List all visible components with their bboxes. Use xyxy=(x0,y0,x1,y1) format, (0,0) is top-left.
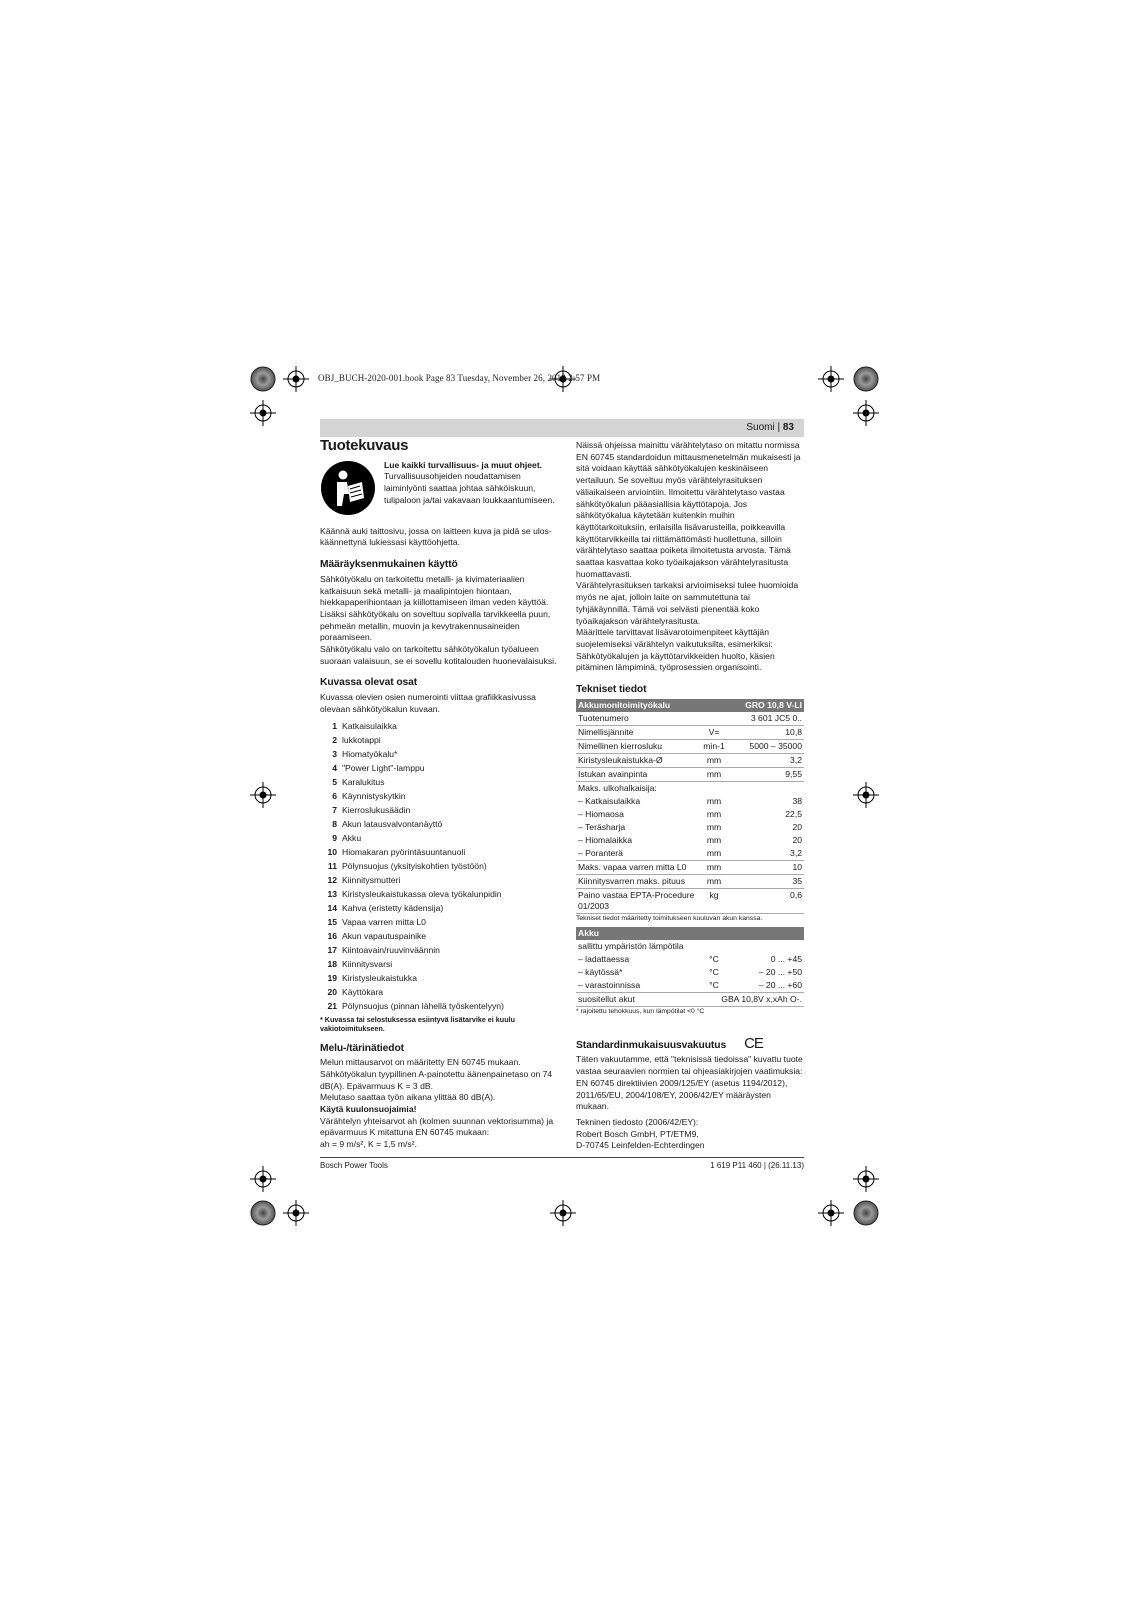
vibration-p3: Määrittele tarvittavat lisävarotoimenpiteet käyttäjän suojelemiseksi värähtelyn vaikutuksilta, esimerkiksi: Sähkötyökalujen ja käyttötarvikkeiden huolto, käsien pitäminen lämpiminä, työprosessien organisointi. xyxy=(576,627,775,673)
warning-text: Turvallisuusohjeiden noudattamisen laiminlyönti saattaa johtaa sähköiskuun, tulipaloon ja/tai vakavaan loukkaantumiseen. xyxy=(384,471,555,505)
part-item xyxy=(320,845,560,859)
warning-bold: Lue kaikki turvallisuus- ja muut ohjeet. xyxy=(384,459,543,470)
spec-unit: V= xyxy=(698,725,730,739)
noise-p1: Melun mittausarvot on määritetty EN 60745 mukaan. xyxy=(320,1057,521,1068)
part-item xyxy=(320,915,560,929)
spec-label: Tuotenumero xyxy=(576,712,698,726)
section-label: Suomi xyxy=(746,422,775,433)
ce-mark-icon: CE xyxy=(744,1034,763,1052)
part-item xyxy=(320,985,560,999)
conformity-p4: D-70745 Leinfelden-Echterdingen xyxy=(576,1140,705,1151)
part-label: Hiomakaran pyörintäsuuntanuoli xyxy=(342,846,466,857)
noise-heading: Melu-/tärinätiedot xyxy=(320,1042,405,1054)
noise-p3: Melutaso saattaa työn aikana ylittää 80 dB(A). xyxy=(320,1092,496,1103)
part-label: Käynnistyskytkin xyxy=(342,790,406,801)
spec-row xyxy=(576,725,804,739)
spec-row xyxy=(576,992,804,1006)
part-item xyxy=(320,761,560,775)
intended-use-heading: Määräyksenmukainen käyttö xyxy=(320,559,458,571)
spec-row xyxy=(576,847,804,861)
tech-table xyxy=(576,699,804,914)
spec-group-label: Maks. ulkohalkaisija: xyxy=(578,782,657,793)
part-item xyxy=(320,943,560,957)
spec-row xyxy=(576,953,804,966)
print-slug: OBJ_BUCH-2020-001.book Page 83 Tuesday, November 26, 2013 2:57 PM xyxy=(318,373,601,383)
page-title: Tuotekuvaus xyxy=(320,437,409,454)
spec-row xyxy=(576,979,804,993)
spec-label: – käytössä* xyxy=(578,966,623,977)
part-number: 13 xyxy=(327,888,337,899)
part-number: 9 xyxy=(332,832,337,843)
noise-p5: ah = 9 m/s², K = 1,5 m/s². xyxy=(320,1139,417,1150)
part-item xyxy=(320,971,560,985)
battery-table xyxy=(576,927,804,1007)
part-label: lukkotappi xyxy=(342,734,381,745)
part-item xyxy=(320,901,560,915)
right-column xyxy=(576,440,804,1152)
page-header: Suomi | 83 xyxy=(320,419,804,437)
read-manual-icon xyxy=(320,460,376,516)
fold-note: Käännä auki taittosivu, jossa on laitteen kuva ja pidä se ulos-käännettynä lukiessasi käyttöohjetta. xyxy=(320,525,552,548)
spec-row xyxy=(576,808,804,821)
spec-label: – Katkaisulaikka xyxy=(578,795,641,806)
spec-value: 10 xyxy=(730,860,804,874)
spec-row xyxy=(576,712,804,726)
spec-value: 22,5 xyxy=(785,808,802,819)
spec-value: 20 xyxy=(792,821,802,832)
spec-unit: kg xyxy=(698,888,730,913)
part-number: 12 xyxy=(327,874,337,885)
part-number: 7 xyxy=(332,804,337,815)
spec-unit: mm xyxy=(698,874,730,888)
conformity-p3: Robert Bosch GmbH, PT/ETM9, xyxy=(576,1128,699,1139)
spec-unit: °C xyxy=(709,953,719,964)
part-item xyxy=(320,719,560,733)
part-number: 21 xyxy=(327,1000,337,1011)
part-number: 20 xyxy=(327,986,337,997)
spec-row xyxy=(576,966,804,979)
part-label: Kiristysleukaistukassa oleva työkalunpidin xyxy=(342,888,502,899)
part-item xyxy=(320,733,560,747)
tech-table-header: Akkumonitoimityökalu GRO 10,8 V-LI xyxy=(578,699,802,710)
vibration-intro: Näissä ohjeissa mainittu värähtelytaso on mitattu normissa EN 60745 standardoidun mittausmenetelmän mukaisesti ja sitä voidaan käyttää sähkötyökalujen keskinäiseen vertailuun. Se soveltuu myös värähtelyrasituksen väliaikaiseen arviointiin. Ilmoitettu värähtelytaso vastaa sähkötyökalun pääasiallisia käyttötapoja. Jos sähkötyökalua käytetään kuitenkin muihin käyttötarkoituksiin, erilaisilla lisävarusteilla, poikkeavilla käyttötarvikkeilla tai riittämättömästi huollettuna, silloin värähtelytaso saattaa poiketa ilmoitetusta arvosta. Tämä saattaa kasvattaa koko työaikajakson värähtelyrasitusta huomattavasti. xyxy=(576,440,801,579)
part-number: 11 xyxy=(327,860,337,871)
tech-heading: Tekniset tiedot xyxy=(576,684,647,696)
spec-unit: mm xyxy=(698,753,730,767)
part-item xyxy=(320,747,560,761)
spec-value: 10,8 xyxy=(730,725,804,739)
vibration-p2: Värähtelyrasituksen tarkaksi arvioimiseksi tulee huomioida myös ne ajat, jolloin laite on sammutettuna tai tyhjäkäynnillä. Tämä voi selvästi pienentää koko työaikajakson värähtelyrasitusta. xyxy=(576,580,799,626)
spec-row xyxy=(576,874,804,888)
spec-value: 20 xyxy=(792,834,802,845)
part-label: Käyttökara xyxy=(342,986,384,997)
part-label: Pölynsuojus (pinnan lähellä työskentelyyn) xyxy=(342,1000,504,1011)
spec-unit: °C xyxy=(709,966,719,977)
part-number: 4 xyxy=(332,762,337,773)
part-item xyxy=(320,859,560,873)
part-label: Kiintoavain/ruuvinväännin xyxy=(342,944,440,955)
parts-intro: Kuvassa olevien osien numerointi viittaa grafiikkasivussa olevaan sähkötyökalun kuvaan. xyxy=(320,692,536,714)
part-label: Katkaisulaikka xyxy=(342,720,397,731)
part-number: 19 xyxy=(327,972,337,983)
left-column xyxy=(320,437,560,1151)
spec-label: Nimellinen kierrosluku xyxy=(576,739,698,753)
part-label: Akun vapautuspainike xyxy=(342,930,427,941)
part-item xyxy=(320,873,560,887)
spec-label: – Teräsharja xyxy=(578,821,626,832)
spec-label: Nimellisjännite xyxy=(576,725,698,739)
part-number: 17 xyxy=(327,944,337,955)
spec-value: 5000 – 35000 xyxy=(730,739,804,753)
part-item xyxy=(320,789,560,803)
spec-label: Kiinnitysvarren maks. pituus xyxy=(576,874,698,888)
part-number: 3 xyxy=(332,748,337,759)
spec-label: suositellut akut xyxy=(576,992,698,1006)
intended-use-p2: Sähkötyökalu valo on tarkoitettu sähkötyökalun työalueen suoraan valaisuun, se ei sovellu kotitalouden huonevalaisuksi. xyxy=(320,644,557,666)
spec-unit: mm xyxy=(706,808,722,819)
spec-value: – 20 ... +50 xyxy=(758,966,802,977)
spec-row xyxy=(576,888,804,913)
spec-value: 0 ... +45 xyxy=(770,953,802,964)
intended-use-p1: Sähkötyökalu on tarkoitettu metalli- ja kivimateriaalien katkaisuun sekä metalli- ja maalipintojen hiontaan, hiekkapaperihiontaan ja kiillottamiseen ilman veden käyttöä. Lisäksi sähkötyökalu on soveltuu sopivalla tarvikkeella puun, pehmeän metallin, muovin ja kevytrakennusaineiden poraamiseen. xyxy=(320,573,551,643)
spec-unit: min-1 xyxy=(698,739,730,753)
part-item xyxy=(320,803,560,817)
noise-bold: Käytä kuulonsuojaimia! xyxy=(320,1104,417,1115)
battery-table-note: * rajoitettu tehokkuus, kun lämpötilat <0 °C xyxy=(576,1007,705,1015)
spec-value: 38 xyxy=(792,795,802,806)
warning-block xyxy=(320,458,560,516)
spec-value: 9,55 xyxy=(730,767,804,781)
spec-value: – 20 ... +60 xyxy=(730,979,804,993)
spec-value: 3,2 xyxy=(730,847,804,861)
spec-value: GBA 10,8V x,xAh O-. xyxy=(698,992,804,1006)
spec-label: Paino vastaa EPTA-Procedure 01/2003 xyxy=(576,888,698,913)
part-number: 16 xyxy=(327,930,337,941)
spec-unit: mm xyxy=(698,847,730,861)
part-item xyxy=(320,957,560,971)
part-label: Kiristysleukaistukka xyxy=(342,972,417,983)
conformity-p1: Täten vakuutamme, että "teknisissä tiedoissa" kuvattu tuote vastaa seuraavien normien tai ohjeasiakirjojen vaatimuksia: EN 60745 direktiivien 2009/125/EY (asetus 1194/2012), 2011/65/EU, 2004/108/EY, 2006/42/EY määräysten mukaan. xyxy=(576,1054,803,1112)
part-label: Kiinnitysvarsi xyxy=(342,958,393,969)
part-number: 10 xyxy=(327,846,337,857)
spec-row xyxy=(576,834,804,847)
spec-label: Maks. vapaa varren mitta L0 xyxy=(576,860,698,874)
spec-label: – varastoinnissa xyxy=(576,979,698,993)
part-item xyxy=(320,887,560,901)
parts-heading: Kuvassa olevat osat xyxy=(320,677,418,689)
spec-unit: mm xyxy=(706,795,722,806)
spec-value: 35 xyxy=(730,874,804,888)
footer-doc-number: 1 619 P11 460 | (26.11.13) xyxy=(710,1161,804,1170)
part-number: 6 xyxy=(332,790,337,801)
spec-unit: mm xyxy=(698,860,730,874)
spec-unit: mm xyxy=(698,767,730,781)
tech-table-note: Tekniset tiedot määritetty toimitukseen kuuluvan akun kanssa. xyxy=(576,914,763,922)
spec-unit: °C xyxy=(698,979,730,993)
part-label: Pölynsuojus (yksityiskohtien työstöön) xyxy=(342,860,487,871)
noise-p4: Värähtelyn yhteisarvot ah (kolmen suunnan vektorisumma) ja epävarmuus K mitattuna EN 60745 mukaan: xyxy=(320,1115,554,1138)
spec-label: – ladattaessa xyxy=(578,953,630,964)
spec-row xyxy=(576,739,804,753)
spec-label: – Hiomalaikka xyxy=(578,834,632,845)
parts-list xyxy=(320,719,560,1013)
page-number: 83 xyxy=(782,422,794,433)
part-number: 5 xyxy=(332,776,337,787)
spec-unit: mm xyxy=(706,834,722,845)
spec-row xyxy=(576,767,804,781)
part-number: 1 xyxy=(332,720,337,731)
spec-value: 3 601 JC5 0.. xyxy=(730,712,804,726)
spec-row xyxy=(576,753,804,767)
part-label: Hiomatyökalu* xyxy=(342,748,398,759)
part-label: "Power Light"-lamppu xyxy=(342,762,425,773)
footer-rule xyxy=(320,1157,804,1158)
part-label: Kierroslukusäädin xyxy=(342,804,411,815)
parts-footnote: * Kuvassa tai selostuksessa esiintyvä lisätarvike ei kuulu vakiotoimitukseen. xyxy=(320,1014,515,1033)
part-item xyxy=(320,831,560,845)
spec-value: 0,6 xyxy=(730,888,804,913)
part-label: Akku xyxy=(342,832,362,843)
part-number: 14 xyxy=(327,902,337,913)
part-number: 2 xyxy=(332,734,337,745)
spec-row xyxy=(576,795,804,808)
part-number: 8 xyxy=(332,818,337,829)
part-item xyxy=(320,929,560,943)
spec-label: Istukan avainpinta xyxy=(576,767,698,781)
conformity-heading: Standardinmukaisuusvakuutus CE xyxy=(576,1034,763,1052)
spec-label: Kiristysleukaistukka-Ø xyxy=(576,753,698,767)
spec-group-label: sallittu ympäristön lämpötila xyxy=(578,940,684,951)
noise-p2: Sähkötyökalun tyypillinen A-painotettu äänenpainetaso on 74 dB(A). Epävarmuus K = 3 dB. xyxy=(320,1068,553,1091)
part-label: Vapaa varren mitta L0 xyxy=(342,916,426,927)
battery-table-header: Akku xyxy=(576,927,804,940)
spec-label: – Poranterä xyxy=(576,847,698,861)
part-item xyxy=(320,999,560,1013)
part-label: Karalukitus xyxy=(342,776,385,787)
part-number: 15 xyxy=(327,916,337,927)
spec-row xyxy=(576,821,804,834)
spec-label: – Hiomaosa xyxy=(578,808,624,819)
part-label: Akun latausvalvontanäyttö xyxy=(342,818,443,829)
conformity-p2: Tekninen tiedosto (2006/42/EY): xyxy=(576,1116,699,1127)
part-label: Kiinnitysmutteri xyxy=(342,874,401,885)
footer-brand: Bosch Power Tools xyxy=(320,1161,388,1170)
spec-row xyxy=(576,860,804,874)
part-number: 18 xyxy=(327,958,337,969)
part-item xyxy=(320,817,560,831)
part-item xyxy=(320,775,560,789)
part-label: Kahva (eristetty kädensija) xyxy=(342,902,444,913)
spec-value: 3,2 xyxy=(730,753,804,767)
spec-unit xyxy=(698,712,730,726)
spec-unit: mm xyxy=(706,821,722,832)
